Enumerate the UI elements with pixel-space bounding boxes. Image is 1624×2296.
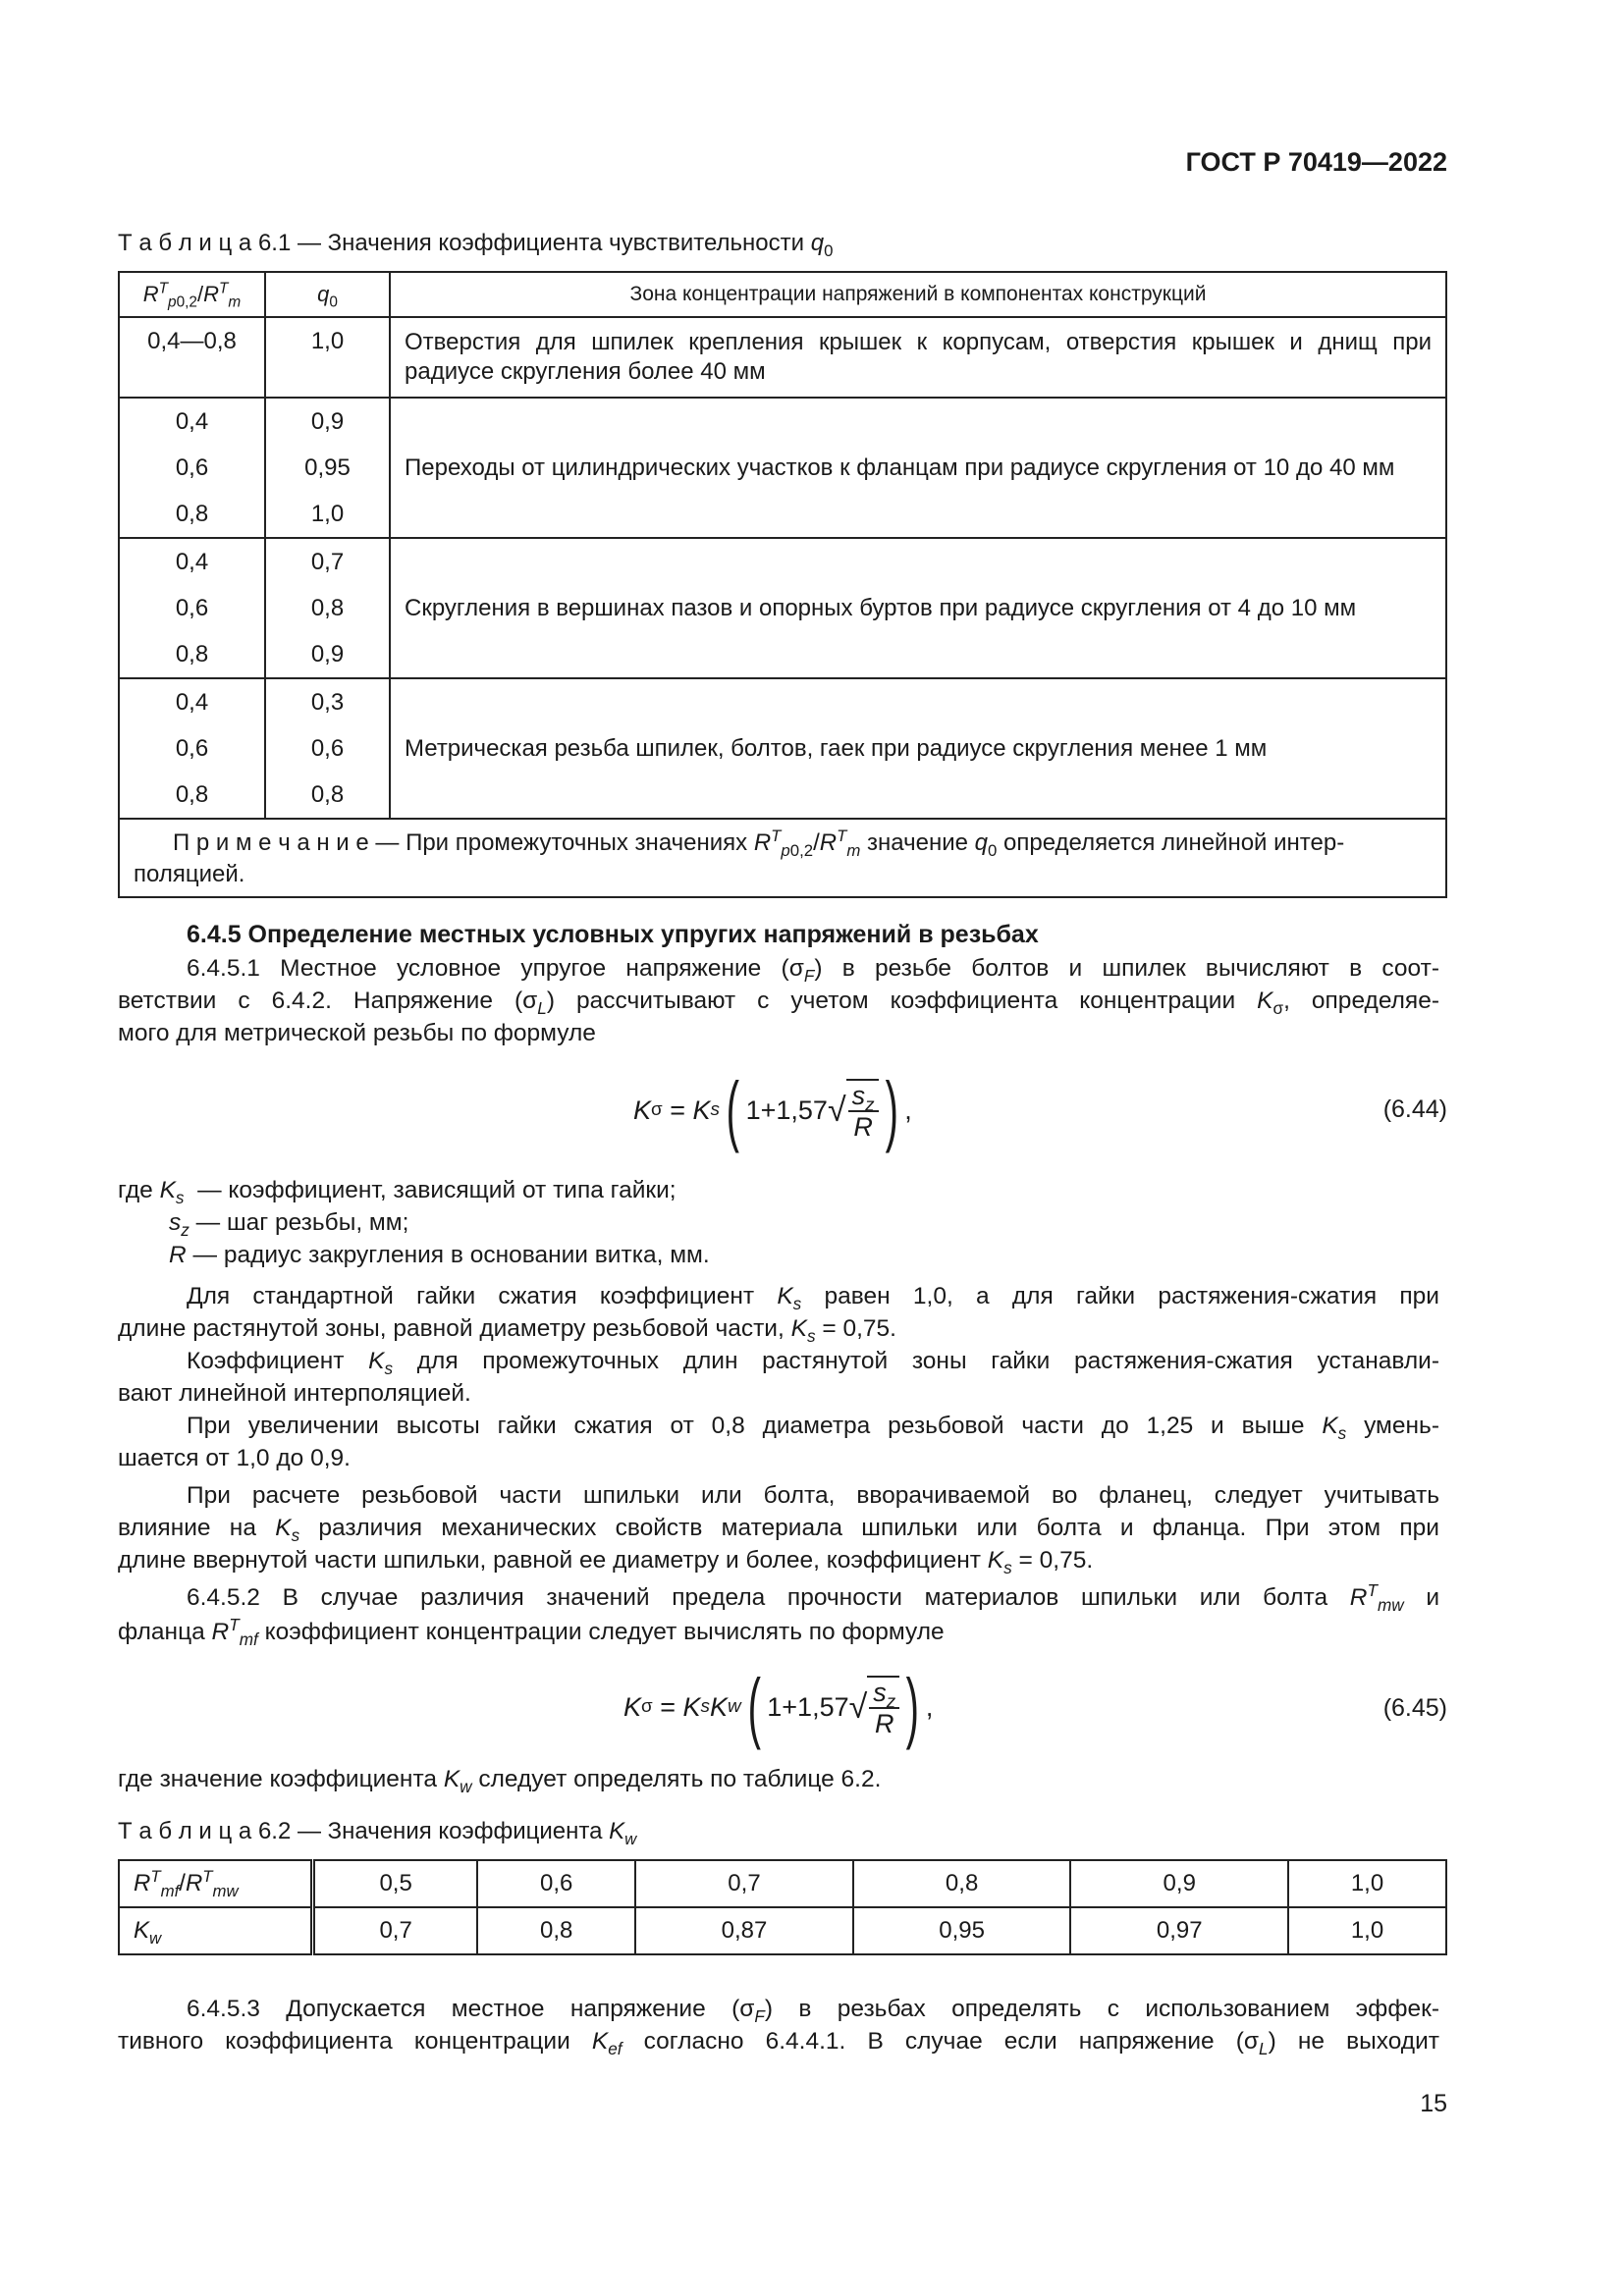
table-row: $K_w$ 0,7 0,8 0,87 0,95 0,97 1,0 [119, 1907, 1446, 1954]
table-row: 0,4 0,6 0,8 0,7 0,8 0,9 Скругления в вершинах пазов и опорных буртов при радиусе скругления от 4 до 10 мм [119, 538, 1446, 678]
equation-number-6-45: (6.45) [1382, 1694, 1447, 1722]
note-prefix: П р и м е ч а н и е [173, 829, 369, 856]
col-header-zone: Зона концентрации напряжений в компонентах конструкций [390, 272, 1446, 317]
standard-id: ГОСТ Р 70419—2022 [1185, 147, 1447, 177]
table1-caption-text: 6.1 — Значения коэффициента чувствительности [257, 230, 811, 256]
table1-caption-prefix: Т а б л и ц а [118, 230, 252, 256]
page-number: 15 [1420, 2090, 1447, 2117]
equation-number-6-44: (6.44) [1382, 1095, 1447, 1123]
paragraph-6-4-5-2: 6.4.5.2 В случае различия значений предела прочности материалов шпильки или болта $R^T_{mw}$ и [187, 1579, 1440, 1615]
table-6-1 [118, 271, 1447, 898]
section-heading: 6.4.5 Определение местных условных упругих напряжений в резьбах [187, 921, 1039, 948]
table1-caption: Т а б л и ц а 6.1 — Значения коэффициента чувствительности $q_0$ [118, 230, 834, 260]
table2-caption: Т а б л и ц а 6.2 — Значения коэффициента $K_w$ [118, 1818, 637, 1848]
formula-6-44: K σ = K s ( 1+ 1,57 √ $\frac{s_z}{R}$ ) , [633, 1066, 912, 1153]
table-row: 0,4 0,6 0,8 0,3 0,6 0,8 Метрическая резьба шпилек, болтов, гаек при радиусе скругления менее 1 мм [119, 678, 1446, 819]
table-row: 0,4 0,6 0,8 0,9 0,95 1,0 Переходы от цилиндрических участков к фланцам при радиусе скругления от 10 до 40 мм [119, 398, 1446, 538]
col-header-q0: $q_0$ [265, 272, 390, 317]
table-row: 0,4—0,8 1,0 Отверстия для шпилек крепления крышек к корпусам, отверстия крышек и днищ при радиусе скругления более 40 мм [119, 317, 1446, 398]
table-note-row: П р и м е ч а н и е — При промежуточных значениях $R^T_{p0,2}/R^T_m$ значение $q_0$ определяется линейной интер- поляцией. [119, 819, 1446, 897]
paragraph-6-4-5-3: 6.4.5.3 Допускается местное напряжение $(\sigma_F)$ в резьбах определять с использованием эффек- [187, 1996, 1440, 2026]
where-sz: $s_z$ — шаг резьбы, мм; [169, 1209, 409, 1240]
table-row: $R^T_{mf}/R^T_{mw}$ 0,5 0,6 0,7 0,8 0,9 1,0 [119, 1860, 1446, 1907]
formula-6-45: K σ = K s K w ( 1+ 1,57 √ $\frac{s_z}{R}$ ) , [623, 1663, 934, 1750]
where-ks: где $K_s$ — коэффициент, зависящий от типа гайки; [118, 1177, 677, 1207]
table-6-2 [118, 1859, 1447, 1955]
where-r: R — радиус закругления в основании витка, мм. [169, 1242, 710, 1268]
col-header-ratio: $R^T_{p0,2}/R^T_m$ [119, 272, 265, 317]
paragraph-6-4-5-1: 6.4.5.1 Местное условное упругое напряжение $(\sigma_F)$ в резьбе болтов и шпилек вычисляют в соот- [187, 955, 1439, 986]
